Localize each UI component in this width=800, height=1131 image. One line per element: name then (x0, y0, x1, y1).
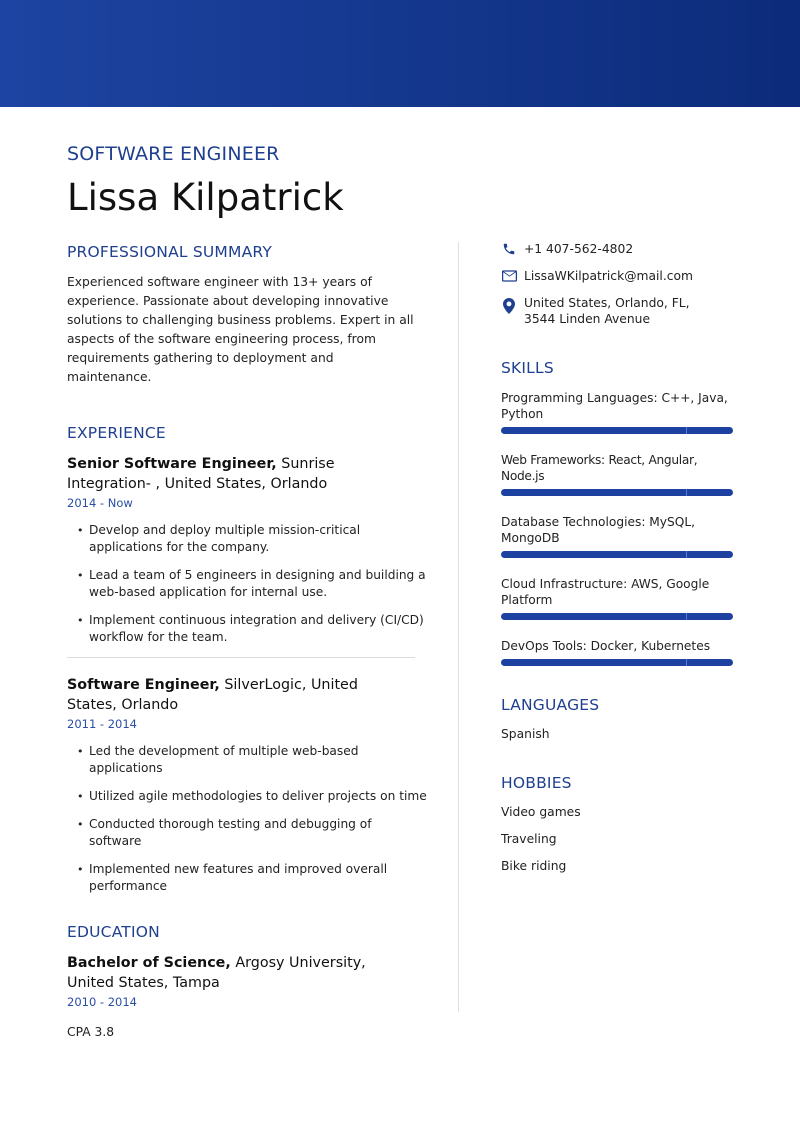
hobbies-heading: HOBBIES (501, 774, 572, 792)
skill-item (501, 638, 741, 666)
address-text: United States, Orlando, FL, 3544 Linden Avenue (524, 296, 690, 326)
bullet-item: • Lead a team of 5 engineers in designing and building a web-based application for internal use. (77, 567, 427, 601)
skill-bar (501, 613, 733, 620)
experience-entry (67, 675, 427, 895)
phone-icon (501, 241, 517, 257)
skill-bar (501, 489, 733, 496)
map-pin-icon (501, 298, 517, 314)
education-school: Argosy University, United States, Tampa (67, 955, 366, 991)
bullet-item: • Develop and deploy multiple mission-critical applications for the company. (77, 522, 427, 556)
skill-item (501, 452, 741, 496)
skill-item (501, 390, 741, 434)
envelope-icon (501, 268, 517, 284)
entry-dates: 2011 - 2014 (67, 717, 137, 731)
phone-text: +1 407-562-4802 (524, 242, 634, 256)
contact-email (501, 268, 741, 284)
skill-label: Cloud Infrastructure: AWS, Google Platform (501, 577, 710, 607)
entry-org: SilverLogic, United States, Orlando (67, 677, 358, 713)
column-divider (458, 242, 459, 1012)
bullet-item: • Conducted thorough testing and debugging of software (77, 816, 427, 850)
right-column (501, 241, 741, 874)
bullet-item: • Led the development of multiple web-based applications (77, 743, 427, 777)
job-title: SOFTWARE ENGINEER (67, 143, 280, 165)
experience-entry (67, 454, 427, 646)
hobby-item: Video games (501, 805, 581, 819)
hobby-item: Traveling (501, 832, 557, 846)
person-name: Lissa Kilpatrick (67, 176, 344, 219)
skills-heading: SKILLS (501, 359, 554, 377)
education-gpa: CPA 3.8 (67, 1025, 115, 1039)
summary-heading: PROFESSIONAL SUMMARY (67, 243, 273, 261)
education-dates: 2010 - 2014 (67, 995, 137, 1009)
email-text: LissaWKilpatrick@mail.com (524, 269, 694, 283)
entry-dates: 2014 - Now (67, 496, 133, 510)
entry-title (67, 454, 407, 494)
entry-bullets (67, 743, 427, 895)
skill-item (501, 576, 741, 620)
skill-label: Web Frameworks: React, Angular, Node.js (501, 453, 698, 483)
hobby-item: Bike riding (501, 859, 567, 873)
bullet-item: • Implemented new features and improved overall performance (77, 861, 427, 895)
experience-heading: EXPERIENCE (67, 424, 166, 442)
header-band (0, 0, 800, 107)
bullet-item: • Implement continuous integration and delivery (CI/CD) workflow for the team. (77, 612, 427, 646)
entry-role: Software Engineer, (67, 677, 220, 693)
education-degree: Bachelor of Science, (67, 955, 231, 971)
bullet-item: • Utilized agile methodologies to deliver projects on time (77, 788, 427, 805)
skill-label: DevOps Tools: Docker, Kubernetes (501, 639, 711, 653)
contact-phone (501, 241, 741, 257)
entry-separator (67, 657, 415, 658)
entry-role: Senior Software Engineer, (67, 456, 277, 472)
summary-text: Experienced software engineer with 13+ years of experience. Passionate about developing innovative solutions to challenging business problems. Expert in all aspects of the software engineering process, from requirements gathering to deployment and maintenance. (67, 275, 414, 384)
skill-bar (501, 659, 733, 666)
education-entry (67, 953, 427, 1040)
education-title (67, 953, 407, 993)
skill-item (501, 514, 741, 558)
skill-label: Programming Languages: C++, Java, Python (501, 391, 728, 421)
skill-bar (501, 427, 733, 434)
entry-title (67, 675, 407, 715)
language-item: Spanish (501, 727, 550, 741)
entry-bullets (67, 522, 427, 646)
left-column (67, 243, 427, 1040)
skills-list (501, 390, 741, 666)
skill-label: Database Technologies: MySQL, MongoDB (501, 515, 696, 545)
contact-address (501, 295, 741, 327)
languages-heading: LANGUAGES (501, 696, 600, 714)
skill-bar (501, 551, 733, 558)
education-heading: EDUCATION (67, 923, 160, 941)
entry-org: Sunrise Integration- , United States, Orlando (67, 456, 335, 492)
